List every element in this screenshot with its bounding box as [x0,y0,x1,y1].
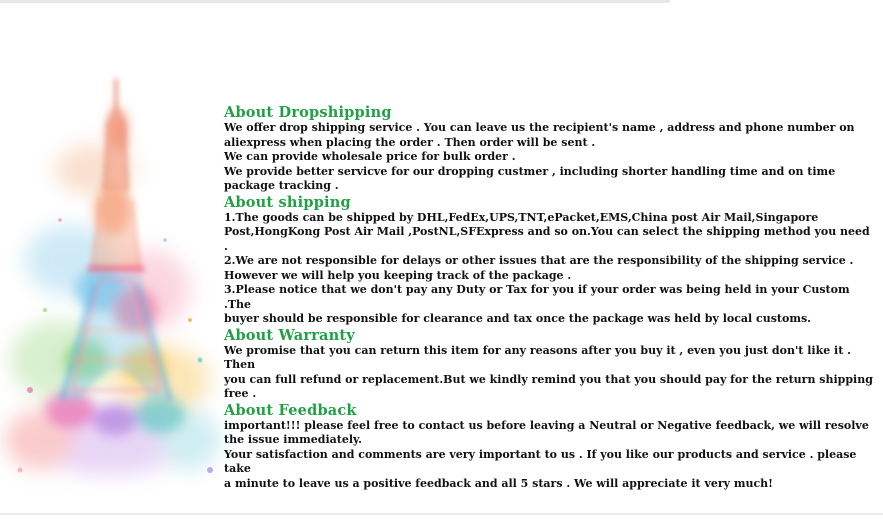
section-shipping [224,194,874,327]
paragraph: We offer drop shipping service . You can leave us the recipient's name , address and phone number on aliexpress when placing the order . Then order will be sent . [224,121,855,149]
paragraph: 2.We are not responsible for delays or other issues that are the responsibility of the shipping service . However we will help you keeping track of the package . [224,254,854,282]
info-content [224,104,874,491]
section-dropshipping [224,104,874,194]
heading-dropshipping: About Dropshipping [224,104,392,121]
paragraph: 3.Please notice that we don't pay any Duty or Tax for you if your order was being held in your Custom .The buyer should be responsible for clearance and tax once the package was held by local customs. [224,283,850,325]
paragraph: Your satisfaction and comments are very important to us . If you like our products and service . please take a minute to leave us a positive feedback and all 5 stars . We will appreciate it very much! [224,447,857,490]
section-feedback [224,402,874,492]
paragraph: We provide better servicve for our dropping custmer , including shorter handling time and on time package tracking . [224,164,836,192]
paragraph: We promise that you can return this item for any reasons after you buy it , even you just don't like it . Then you can full refund or replacement.But we kindly remind you that you should pay for the return shipping free . [224,343,873,400]
paragraph: 1.The goods can be shipped by DHL,FedEx,UPS,TNT,ePacket,EMS,China post Air Mail,Singapore Post,HongKong Post Air Mail ,PostNL,SFExpress and so on.You can select the shipping method you need . [224,210,870,253]
eiffel-tower-watercolor-image [0,60,235,510]
section-warranty [224,327,874,402]
top-divider [0,0,670,3]
bottom-divider [0,513,883,515]
paragraph: important!!! please feel free to contact us before leaving a Neutral or Negative feedback, we will resolve the issue immediately. [224,418,869,446]
heading-shipping: About shipping [224,193,351,211]
heading-warranty: About Warranty [224,326,355,344]
paragraph: We can provide wholesale price for bulk order . [224,150,516,163]
heading-feedback: About Feedback [224,401,357,419]
